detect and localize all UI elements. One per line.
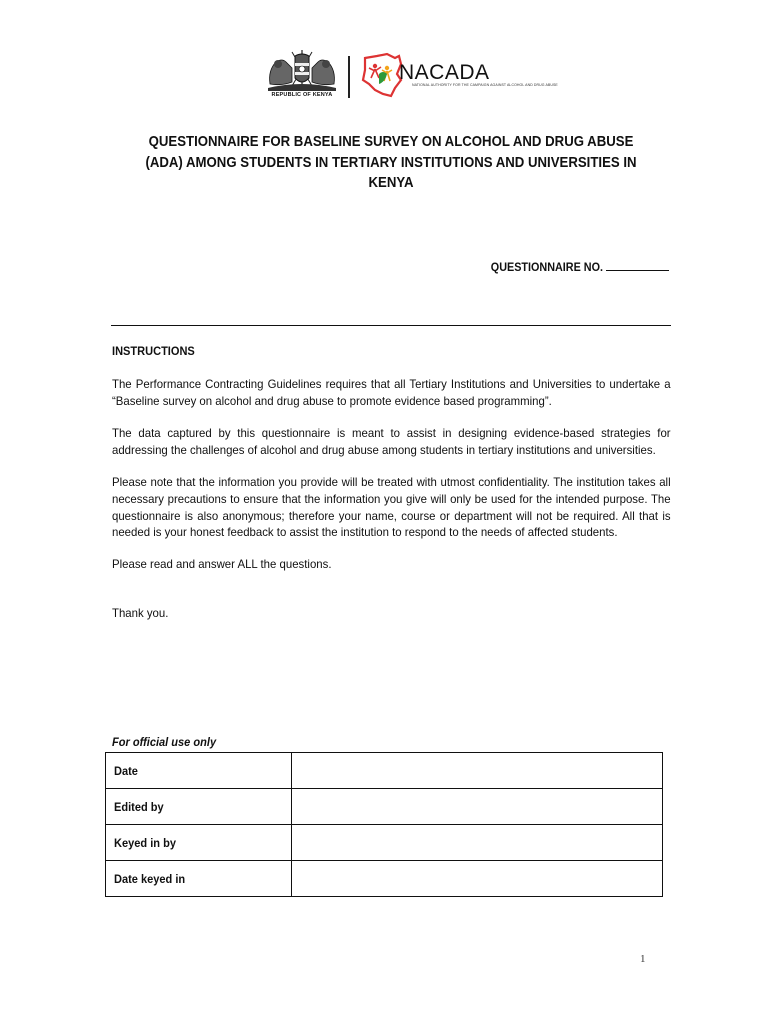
- date-keyed-in-field[interactable]: [292, 861, 663, 897]
- official-use-label: For official use only: [112, 735, 217, 749]
- table-row: [106, 825, 663, 861]
- instruction-paragraph: Please read and answer ALL the questions.: [112, 557, 332, 571]
- document-title: QUESTIONNAIRE FOR BASELINE SURVEY ON ALCOHOL AND DRUG ABUSE (ADA) AMONG STUDENTS IN TERTIARY INSTITUTIONS AND UNIVERSITIES IN KENYA: [145, 133, 637, 191]
- table-cell-label: Date: [106, 753, 292, 789]
- questionnaire-number-label: QUESTIONNAIRE NO.: [490, 260, 603, 274]
- table-row: [106, 789, 663, 825]
- nacada-wordmark: NACADA: [399, 61, 490, 84]
- keyed-in-by-field[interactable]: [292, 825, 663, 861]
- nacada-tagline: NATIONAL AUTHORITY FOR THE CAMPAIGN AGAINST ALCOHOL AND DRUG ABUSE: [412, 83, 558, 87]
- questionnaire-number: [491, 260, 669, 274]
- table-cell-label: Keyed in by: [106, 825, 292, 861]
- coat-of-arms-caption: REPUBLIC OF KENYA: [271, 92, 333, 98]
- table-row: [106, 753, 663, 789]
- official-use-table: [105, 752, 663, 897]
- instruction-paragraph: The data captured by this questionnaire is meant to assist in designing evidence-based strategies for addressing the challenges of alcohol and drug abuse among students in tertiary institutions and universities.: [112, 426, 671, 457]
- logo-divider: [348, 56, 350, 98]
- table-row: [106, 861, 663, 897]
- table-cell-label: Edited by: [106, 789, 292, 825]
- instructions-heading: INSTRUCTIONS: [112, 344, 195, 358]
- logo-header: [262, 48, 558, 104]
- horizontal-rule: [111, 325, 671, 326]
- page-number: 1: [640, 953, 646, 965]
- edited-by-field[interactable]: [292, 789, 663, 825]
- instruction-paragraph: Please note that the information you provide will be treated with utmost confidentiality. The institution takes all necessary precautions to ensure that the information you give will only be used for the intended purpose. The questionnaire is also anonymous; therefore your name, course or department will not be required. All that is needed is your honest feedback to assist the institution to respond to the needs of affected students.: [112, 475, 671, 540]
- instruction-paragraph: The Performance Contracting Guidelines requires that all Tertiary Institutions and Universities to undertake a “Baseline survey on alcohol and drug abuse to promote evidence based programming”.: [112, 377, 671, 408]
- thank-you-note: Thank you.: [112, 606, 169, 620]
- questionnaire-number-blank[interactable]: [606, 261, 669, 271]
- table-cell-label: Date keyed in: [106, 861, 292, 897]
- date-field[interactable]: [292, 753, 663, 789]
